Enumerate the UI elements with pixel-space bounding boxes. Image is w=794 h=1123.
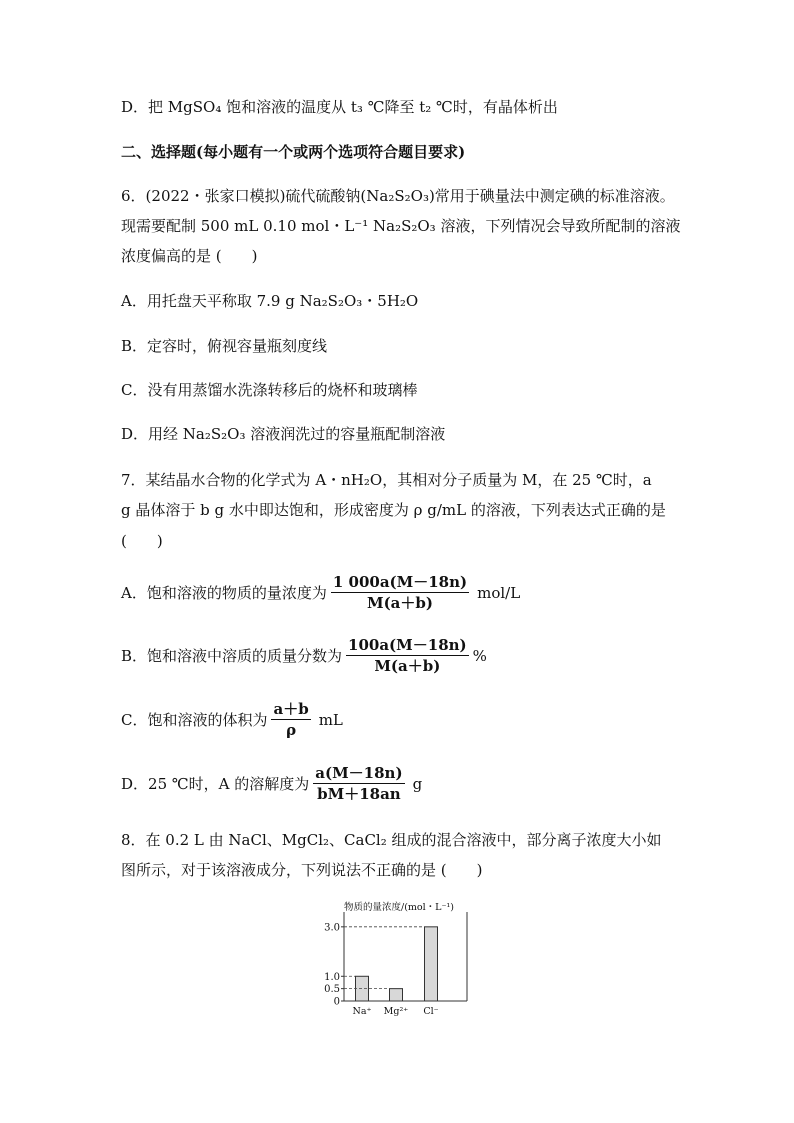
- numerator: 100a(M－18n): [348, 636, 467, 654]
- q6-option-b: B．定容时，俯视容量瓶刻度线: [121, 337, 328, 355]
- q6-stem-line2: 现需要配制 500 mL 0.10 mol・L⁻¹ Na₂S₂O₃ 溶液，下列情况会导致所配制的溶液: [121, 217, 681, 235]
- y-tick-label: 3.0: [324, 922, 340, 934]
- q7-stem-line2: g 晶体溶于 b g 水中即达饱和，形成密度为 ρ g/mL 的溶液，下列表达式正确的是: [121, 501, 666, 519]
- q6-option-c: C．没有用蒸馏水洗涤转移后的烧杯和玻璃棒: [121, 381, 418, 399]
- x-tick-label: Na⁺: [352, 1006, 372, 1017]
- fraction: [346, 636, 469, 675]
- q7-option-d: [121, 764, 422, 803]
- numerator: a(M－18n): [315, 764, 403, 782]
- q7-option-c: [121, 700, 343, 739]
- denominator: M(a＋b): [374, 657, 441, 675]
- q6-option-d: D．用经 Na₂S₂O₃ 溶液润洗过的容量瓶配制溶液: [121, 425, 446, 443]
- y-tick-label: 0: [333, 996, 340, 1008]
- q7-option-a: [121, 573, 520, 612]
- y-axis-title: 物质的量浓度/(mol・L⁻¹): [344, 902, 455, 913]
- q7-stem-line1: 7．某结晶水合物的化学式为 A・nH₂O，其相对分子质量为 M，在 25 ℃时，a: [121, 471, 652, 489]
- q6-stem-line1: 6．(2022・张家口模拟)硫代硫酸钠(Na₂S₂O₃)常用于碘量法中测定碘的标准溶液。: [121, 187, 675, 205]
- q8-stem-line2: 图所示，对于该溶液成分，下列说法不正确的是 ( ): [121, 861, 483, 879]
- q8-stem-line1: 8．在 0.2 L 由 NaCl、MgCl₂、CaCl₂ 组成的混合溶液中，部分离子浓度大小如: [121, 831, 662, 849]
- ion-concentration-chart: [300, 898, 500, 1023]
- bar-2: [425, 927, 438, 1001]
- option-d-prev: D．把 MgSO₄ 饱和溶液的温度从 t₃ ℃降至 t₂ ℃时，有晶体析出: [121, 98, 558, 116]
- denominator: M(a＋b): [366, 594, 433, 612]
- option-suffix: mol/L: [477, 583, 521, 602]
- y-tick-label: 1.0: [324, 971, 340, 983]
- q6-option-a: A．用托盘天平称取 7.9 g Na₂S₂O₃・5H₂O: [121, 292, 419, 310]
- fraction: [331, 573, 469, 612]
- fraction: [271, 700, 310, 739]
- numerator: a＋b: [273, 700, 309, 718]
- x-tick-label: Mg²⁺: [383, 1006, 409, 1017]
- q7-option-b: [121, 636, 487, 675]
- option-prefix: A．饱和溶液的物质的量浓度为: [121, 584, 327, 602]
- q6-stem-line3: 浓度偏高的是 ( ): [121, 247, 258, 265]
- option-suffix: %: [472, 646, 487, 665]
- chart-svg: [300, 898, 500, 1023]
- denominator: ρ: [286, 721, 297, 739]
- fraction: [313, 764, 404, 803]
- option-suffix: g: [412, 774, 423, 793]
- bar-1: [390, 989, 403, 1001]
- y-tick-label: 0.5: [324, 984, 340, 996]
- section-heading: 二、选择题(每小题有一个或两个选项符合题目要求): [121, 143, 466, 161]
- numerator: 1 000a(M－18n): [332, 573, 468, 591]
- q7-stem-line3: ( ): [121, 532, 163, 550]
- denominator: bM＋18an: [317, 785, 401, 803]
- option-prefix: C．饱和溶液的体积为: [121, 711, 268, 729]
- option-prefix: B．饱和溶液中溶质的质量分数为: [121, 647, 343, 665]
- option-suffix: mL: [318, 710, 343, 729]
- option-prefix: D．25 ℃时，A 的溶解度为: [121, 775, 310, 793]
- x-tick-label: Cl⁻: [423, 1006, 439, 1017]
